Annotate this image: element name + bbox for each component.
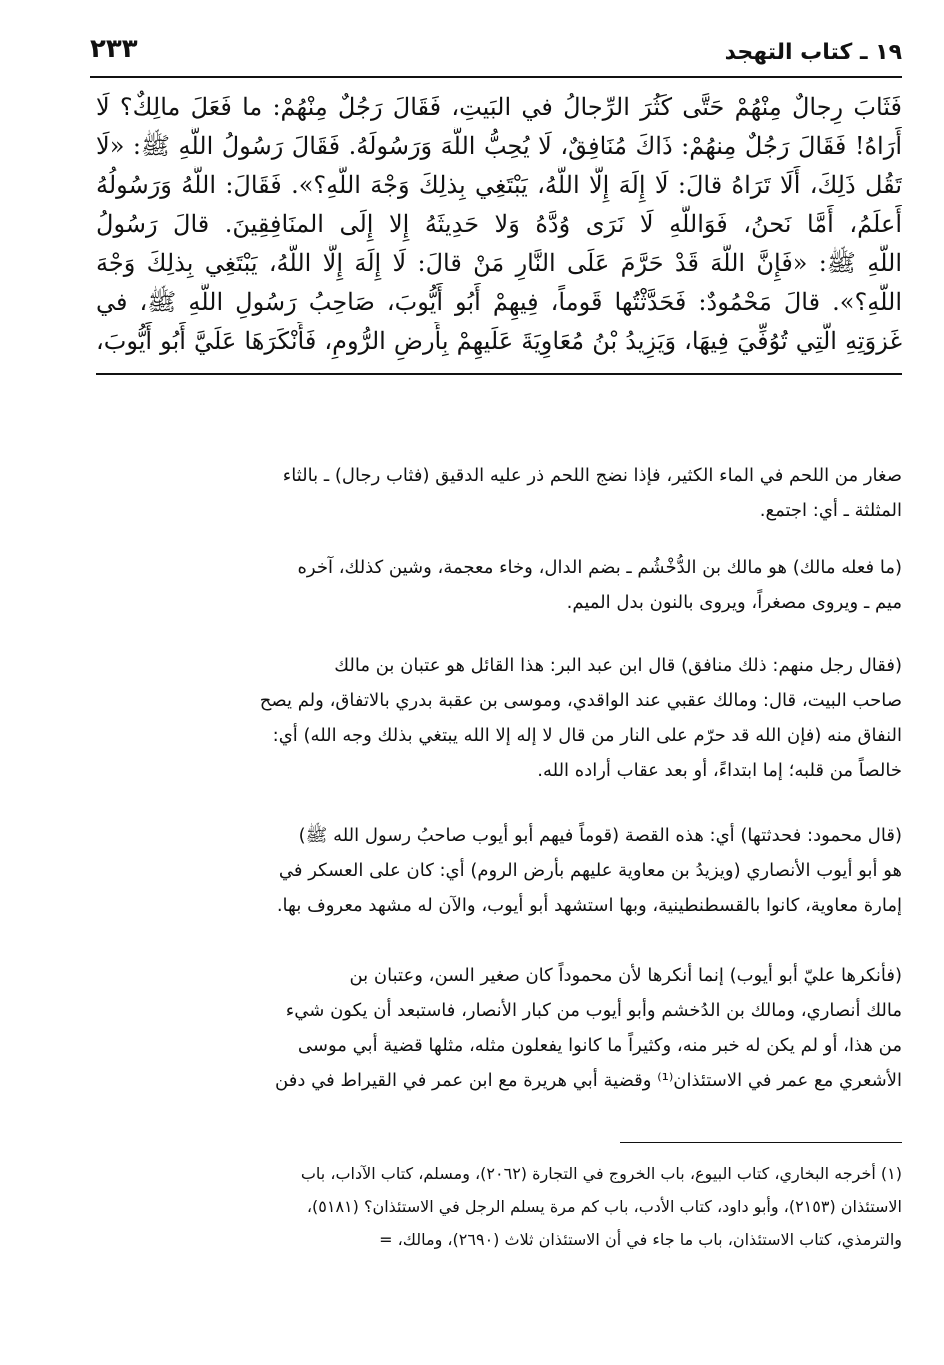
footnote-line: (١) أخرجه البخاري، كتاب البيوع، باب الخروج في التجارة (٢٠٦٢)، ومسلم، كتاب الآداب، باب [300, 1164, 902, 1183]
commentary-paragraph [96, 648, 902, 788]
hadith-line: أَرَاهُ! فَقَالَ رَجُلٌ مِنهُمْ: ذَاكَ مُنَافِقٌ، لَا يُحِبُّ اللَّهَ وَرَسُولَهُ. فَقَالَ رَسُولُ اللَّهِ ﷺ: «لَا [96, 132, 902, 160]
text-divider [96, 373, 902, 375]
page-number: ٢٣٣ [90, 34, 138, 64]
footnote-line: الاستئذان (٢١٥٣)، وأبو داود، كتاب الأدب، باب كم مرة يسلم الرجل في الاستئذان؟ (٥١٨١)، [306, 1197, 902, 1216]
commentary-paragraph [96, 550, 902, 620]
commentary-line: النفاق منه (فإن الله قد حرّم على النار من قال لا إله إلا الله يبتغي بذلك وجه الله) أي: [272, 725, 902, 746]
hadith-text [96, 88, 902, 361]
footnote-section [96, 1157, 902, 1256]
chapter-title: ١٩ ـ كتاب التهجد [724, 40, 902, 65]
hadith-line: اللَّهِ ﷺ: «فَإِنَّ اللَّهَ قَدْ حَرَّمَ عَلَى النَّارِ مَنْ قالَ: لَا إِلَهَ إِلَّا اللَّهُ، يَبْتَغِي بِذلِكَ وَجْهَ [96, 249, 902, 277]
commentary-line: (ما فعله مالك) هو مالك بن الدُّخْشُم ـ بضم الدال، وخاء معجمة، وشين كذلك، آخره [297, 557, 902, 578]
commentary-paragraph [96, 958, 902, 1098]
page-header [90, 30, 902, 78]
commentary-line: خالصاً من قلبه؛ إما ابتداءً، أو بعد عقاب أراده الله. [537, 760, 902, 781]
hadith-line: غَزوَتِهِ الَّتِي تُوُفِّيَ فِيهَا، وَيَزِيدُ بْنُ مُعَاوِيَةَ عَلَيهِمْ بِأَرضِ الرُّومِ، فَأَنْكَرَهَا عَلَيَّ أَبُو أَيُّوبَ، [96, 327, 902, 355]
hadith-line: تَقُل ذَلِكَ، أَلَا تَرَاهُ قالَ: لَا إِلَهَ إِلَّا اللَّهُ، يَبْتَغِي بِذلِكَ وَجْهَ اللَّهِ؟». فَقَالَ: اللَّهُ وَرَسُولُهُ [96, 171, 902, 199]
footnote-divider [620, 1142, 902, 1143]
commentary-paragraph [96, 818, 902, 923]
commentary-line: صغار من اللحم في الماء الكثير، فإذا نضج اللحم ذر عليه الدقيق (فثاب رجال) ـ بالثاء [282, 465, 902, 486]
commentary-line: المثلثة ـ أي: اجتمع. [759, 500, 902, 521]
commentary-line: (فأنكرها عليّ أبو أيوب) إنما أنكرها لأن محموداً كان صغير السن، وعتبان بن [349, 965, 902, 986]
commentary-line: (قال محمود: فحدثتها) أي: هذه القصة (قوماً فيهم أبو أيوب صاحبُ رسول الله ﷺ) [298, 825, 902, 846]
commentary-line: مالك أنصاري، ومالك بن الدُخشم وأبو أيوب من كبار الأنصار، فاستبعد أن يكون شيء [285, 1000, 902, 1021]
hadith-line: اللَّهِ؟». قالَ مَحْمُودٌ: فَحَدَّثْتُها قَوماً، فِيهِمْ أَبُو أَيُّوبَ، صَاحِبُ رَسُولِ اللَّهِ ﷺ، في [96, 288, 902, 316]
commentary-line: الأشعري مع عمر في الاستئذان⁽¹⁾ وقضية أبي هريرة مع ابن عمر في القيراط في دفن [275, 1070, 902, 1091]
commentary-line: (فقال رجل منهم: ذلك منافق) قال ابن عبد البر: هذا القائل هو عتبان بن مالك [334, 655, 902, 676]
commentary-line: من هذا، أو لم يكن له خبر منه، وكثيراً ما كانوا يفعلون مثله، مثلها قضية أبي موسى [297, 1035, 902, 1056]
commentary-line: هو أبو أيوب الأنصاري (ويزيدُ بن معاوية عليهم بأرض الروم) أي: كان على العسكر في [278, 860, 902, 881]
commentary-paragraph [96, 458, 902, 528]
commentary-line: صاحب البيت، قال: ومالك عقبي عند الواقدي، وموسى بن عقبة بدري بالاتفاق، ولم يصح [259, 690, 902, 711]
hadith-line: أَعلَمُ، أَمَّا نَحنُ، فَوَاللَّهِ لَا نَرَى وُدَّهُ وَلا حَدِيثَهُ إِلا إِلَى المنَافِقِينَ. قالَ رَسُولُ [96, 210, 902, 238]
footnote-line: والترمذي، كتاب الاستئذان، باب ما جاء في أن الاستئذان ثلاث (٢٦٩٠)، ومالك، = [379, 1230, 902, 1249]
commentary-line: ميم ـ ويروى مصغراً، ويروى بالنون بدل الميم. [566, 592, 902, 613]
hadith-line: فَثَابَ رِجالٌ مِنْهُمْ حَتَّى كَثُرَ الرِّجالُ في البَيتِ، فَقَالَ رَجُلٌ مِنْهُمْ: ما فَعَلَ مالِكٌ؟ لَا [96, 93, 902, 121]
commentary-line: إمارة معاوية، كانوا بالقسطنطينية، وبها استشهد أبو أيوب، والآن له مشهد معروف بها. [276, 895, 902, 916]
